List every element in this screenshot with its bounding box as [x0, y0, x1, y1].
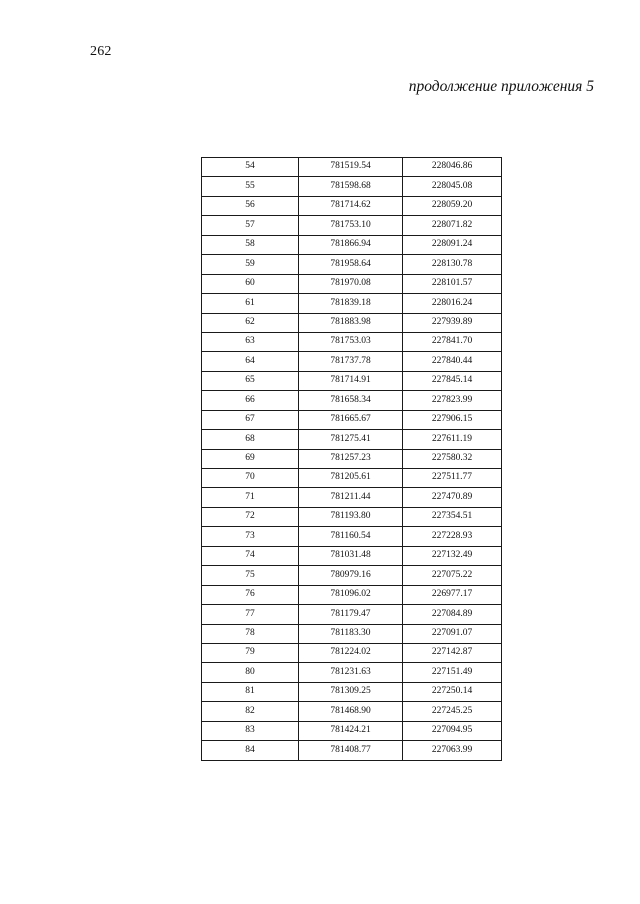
table-row: [202, 313, 502, 332]
coordinate-y: 227228.93: [403, 527, 502, 546]
coordinate-y: 227094.95: [403, 721, 502, 740]
point-number: 60: [202, 274, 299, 293]
coordinate-x: 781309.25: [299, 682, 403, 701]
table-row: [202, 605, 502, 624]
coordinate-x: 781883.98: [299, 313, 403, 332]
point-number: 66: [202, 391, 299, 410]
coordinate-y: 227245.25: [403, 702, 502, 721]
table-row: [202, 255, 502, 274]
coordinate-x: 781714.62: [299, 196, 403, 215]
table-row: [202, 507, 502, 526]
coordinate-x: 781598.68: [299, 177, 403, 196]
point-number: 80: [202, 663, 299, 682]
coordinate-x: 781183.30: [299, 624, 403, 643]
point-number: 64: [202, 352, 299, 371]
coordinate-x: 781737.78: [299, 352, 403, 371]
coordinate-y: 227250.14: [403, 682, 502, 701]
coordinate-x: 781958.64: [299, 255, 403, 274]
continuation-heading: продолжение приложения 5: [408, 78, 594, 95]
coordinate-y: 227063.99: [403, 741, 502, 760]
point-number: 79: [202, 643, 299, 662]
table-row: [202, 371, 502, 390]
coordinate-x: 781753.10: [299, 216, 403, 235]
point-number: 82: [202, 702, 299, 721]
point-number: 74: [202, 546, 299, 565]
coordinates-table: [201, 157, 502, 761]
table-row: [202, 527, 502, 546]
page-number: 262: [90, 44, 112, 59]
table-row: [202, 682, 502, 701]
coordinate-y: 227906.15: [403, 410, 502, 429]
table-row: [202, 546, 502, 565]
coordinate-y: 227823.99: [403, 391, 502, 410]
point-number: 81: [202, 682, 299, 701]
coordinate-y: 228016.24: [403, 294, 502, 313]
point-number: 69: [202, 449, 299, 468]
point-number: 78: [202, 624, 299, 643]
coordinate-x: 781866.94: [299, 235, 403, 254]
coordinate-x: 781714.91: [299, 371, 403, 390]
table-row: [202, 702, 502, 721]
coordinate-y: 227091.07: [403, 624, 502, 643]
table-row: [202, 643, 502, 662]
table-row: [202, 216, 502, 235]
table-row: [202, 410, 502, 429]
coordinate-x: 780979.16: [299, 566, 403, 585]
point-number: 83: [202, 721, 299, 740]
coordinate-x: 781658.34: [299, 391, 403, 410]
coordinate-y: 227470.89: [403, 488, 502, 507]
table-row: [202, 274, 502, 293]
coordinate-y: 227611.19: [403, 430, 502, 449]
table-row: [202, 391, 502, 410]
coordinate-x: 781665.67: [299, 410, 403, 429]
coordinate-x: 781257.23: [299, 449, 403, 468]
point-number: 65: [202, 371, 299, 390]
coordinates-table-body: [202, 158, 502, 761]
coordinate-y: 227075.22: [403, 566, 502, 585]
coordinate-y: 228091.24: [403, 235, 502, 254]
table-row: [202, 430, 502, 449]
point-number: 58: [202, 235, 299, 254]
coordinate-x: 781424.21: [299, 721, 403, 740]
coordinate-y: 227151.49: [403, 663, 502, 682]
point-number: 54: [202, 158, 299, 177]
coordinate-y: 227132.49: [403, 546, 502, 565]
point-number: 67: [202, 410, 299, 429]
coordinate-x: 781193.80: [299, 507, 403, 526]
coordinate-y: 227511.77: [403, 469, 502, 488]
coordinate-x: 781211.44: [299, 488, 403, 507]
coordinate-x: 781179.47: [299, 605, 403, 624]
coordinate-y: 228130.78: [403, 255, 502, 274]
table-row: [202, 663, 502, 682]
coordinate-y: 228046.86: [403, 158, 502, 177]
point-number: 77: [202, 605, 299, 624]
coordinate-x: 781468.90: [299, 702, 403, 721]
coordinate-y: 228059.20: [403, 196, 502, 215]
table-row: [202, 741, 502, 760]
coordinate-x: 781096.02: [299, 585, 403, 604]
point-number: 84: [202, 741, 299, 760]
point-number: 61: [202, 294, 299, 313]
point-number: 62: [202, 313, 299, 332]
coordinate-y: 228071.82: [403, 216, 502, 235]
coordinate-y: 228045.08: [403, 177, 502, 196]
coordinate-x: 781275.41: [299, 430, 403, 449]
point-number: 75: [202, 566, 299, 585]
point-number: 63: [202, 332, 299, 351]
table-row: [202, 158, 502, 177]
point-number: 68: [202, 430, 299, 449]
point-number: 72: [202, 507, 299, 526]
coordinate-y: 227840.44: [403, 352, 502, 371]
coordinate-x: 781970.08: [299, 274, 403, 293]
table-row: [202, 294, 502, 313]
coordinate-x: 781839.18: [299, 294, 403, 313]
coordinate-x: 781231.63: [299, 663, 403, 682]
coordinate-y: 226977.17: [403, 585, 502, 604]
table-row: [202, 721, 502, 740]
coordinate-x: 781224.02: [299, 643, 403, 662]
table-row: [202, 624, 502, 643]
point-number: 73: [202, 527, 299, 546]
table-row: [202, 352, 502, 371]
coordinate-y: 227142.87: [403, 643, 502, 662]
table-row: [202, 488, 502, 507]
coordinate-x: 781753.03: [299, 332, 403, 351]
table-row: [202, 566, 502, 585]
table-row: [202, 332, 502, 351]
coordinate-x: 781205.61: [299, 469, 403, 488]
point-number: 55: [202, 177, 299, 196]
point-number: 57: [202, 216, 299, 235]
coordinate-y: 227354.51: [403, 507, 502, 526]
coordinate-y: 227841.70: [403, 332, 502, 351]
coordinate-x: 781519.54: [299, 158, 403, 177]
coordinate-y: 227845.14: [403, 371, 502, 390]
coordinate-x: 781031.48: [299, 546, 403, 565]
coordinate-x: 781160.54: [299, 527, 403, 546]
point-number: 76: [202, 585, 299, 604]
coordinate-y: 227580.32: [403, 449, 502, 468]
table-row: [202, 449, 502, 468]
table-row: [202, 585, 502, 604]
coordinate-y: 227084.89: [403, 605, 502, 624]
point-number: 59: [202, 255, 299, 274]
coordinate-y: 227939.89: [403, 313, 502, 332]
point-number: 71: [202, 488, 299, 507]
point-number: 56: [202, 196, 299, 215]
table-row: [202, 469, 502, 488]
table-row: [202, 235, 502, 254]
table-row: [202, 196, 502, 215]
coordinate-x: 781408.77: [299, 741, 403, 760]
table-row: [202, 177, 502, 196]
point-number: 70: [202, 469, 299, 488]
coordinate-y: 228101.57: [403, 274, 502, 293]
